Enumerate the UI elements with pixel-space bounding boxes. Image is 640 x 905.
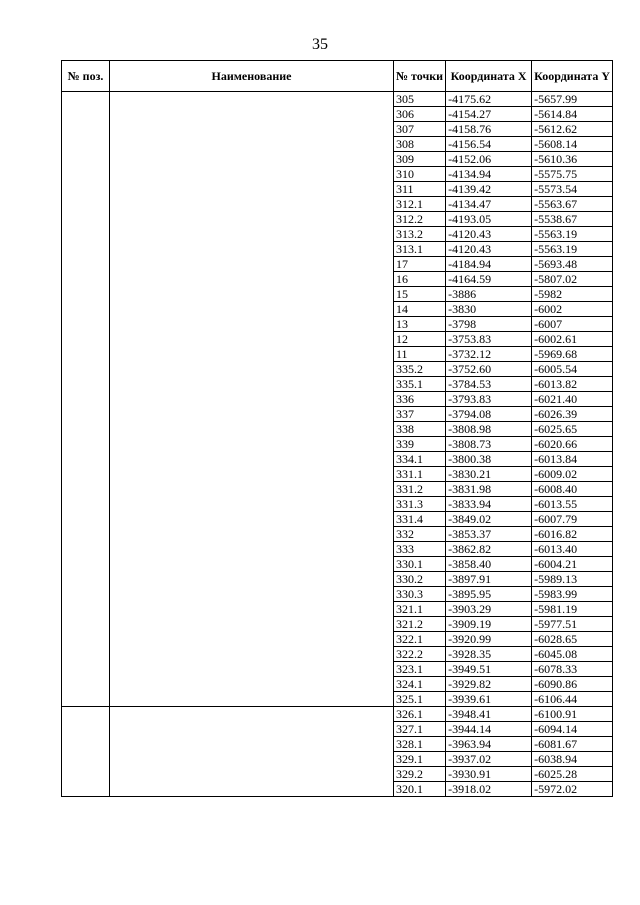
page-number: 35 xyxy=(312,36,328,53)
name-cell xyxy=(110,707,394,797)
point-number-cell: 328.1 xyxy=(394,737,446,752)
coordinate-x-cell: -3794.08 xyxy=(446,407,532,422)
coordinate-y-cell: -5573.54 xyxy=(532,182,613,197)
coordinate-x-cell: -3858.40 xyxy=(446,557,532,572)
point-number-cell: 12 xyxy=(394,332,446,347)
coordinate-y-cell: -6004.21 xyxy=(532,557,613,572)
point-number-cell: 313.2 xyxy=(394,227,446,242)
coordinate-x-cell: -4156.54 xyxy=(446,137,532,152)
coordinate-x-cell: -3937.02 xyxy=(446,752,532,767)
coordinate-x-cell: -3849.02 xyxy=(446,512,532,527)
coordinate-x-cell: -3939.61 xyxy=(446,692,532,707)
coordinate-y-cell: -5969.68 xyxy=(532,347,613,362)
coordinate-y-cell: -5807.02 xyxy=(532,272,613,287)
coordinate-y-cell: -5972.02 xyxy=(532,782,613,797)
coordinate-y-cell: -6094.14 xyxy=(532,722,613,737)
point-number-cell: 320.1 xyxy=(394,782,446,797)
point-number-cell: 334.1 xyxy=(394,452,446,467)
position-cell xyxy=(62,92,110,707)
coordinate-y-cell: -6020.66 xyxy=(532,437,613,452)
header-position: № поз. xyxy=(62,61,110,92)
name-cell xyxy=(110,92,394,707)
coordinate-x-cell: -4134.94 xyxy=(446,167,532,182)
coordinates-table xyxy=(61,60,613,797)
coordinate-y-cell: -5610.36 xyxy=(532,152,613,167)
point-number-cell: 324.1 xyxy=(394,677,446,692)
coordinate-x-cell: -3862.82 xyxy=(446,542,532,557)
coordinate-x-cell: -3918.02 xyxy=(446,782,532,797)
coordinate-x-cell: -3963.94 xyxy=(446,737,532,752)
coordinate-x-cell: -3920.99 xyxy=(446,632,532,647)
point-number-cell: 312.1 xyxy=(394,197,446,212)
coordinate-x-cell: -4193.05 xyxy=(446,212,532,227)
point-number-cell: 312.2 xyxy=(394,212,446,227)
coordinate-y-cell: -5563.19 xyxy=(532,227,613,242)
coordinate-y-cell: -6038.94 xyxy=(532,752,613,767)
point-number-cell: 337 xyxy=(394,407,446,422)
point-number-cell: 329.2 xyxy=(394,767,446,782)
coordinate-y-cell: -6016.82 xyxy=(532,527,613,542)
table-row xyxy=(62,92,613,107)
point-number-cell: 16 xyxy=(394,272,446,287)
point-number-cell: 335.1 xyxy=(394,377,446,392)
point-number-cell: 331.1 xyxy=(394,467,446,482)
coordinate-y-cell: -5608.14 xyxy=(532,137,613,152)
coordinate-x-cell: -3909.19 xyxy=(446,617,532,632)
coordinate-y-cell: -6025.28 xyxy=(532,767,613,782)
point-number-cell: 321.2 xyxy=(394,617,446,632)
coordinate-x-cell: -3903.29 xyxy=(446,602,532,617)
point-number-cell: 332 xyxy=(394,527,446,542)
point-number-cell: 308 xyxy=(394,137,446,152)
coordinate-y-cell: -5612.62 xyxy=(532,122,613,137)
coordinate-x-cell: -3830 xyxy=(446,302,532,317)
coordinate-y-cell: -5983.99 xyxy=(532,587,613,602)
coordinate-y-cell: -6009.02 xyxy=(532,467,613,482)
coordinate-y-cell: -5563.19 xyxy=(532,242,613,257)
coordinate-x-cell: -3833.94 xyxy=(446,497,532,512)
coordinate-x-cell: -3948.41 xyxy=(446,707,532,722)
point-number-cell: 15 xyxy=(394,287,446,302)
coordinate-y-cell: -6106.44 xyxy=(532,692,613,707)
coordinate-y-cell: -6007 xyxy=(532,317,613,332)
coordinate-y-cell: -6090.86 xyxy=(532,677,613,692)
coordinate-x-cell: -4184.94 xyxy=(446,257,532,272)
coordinate-x-cell: -3732.12 xyxy=(446,347,532,362)
point-number-cell: 325.1 xyxy=(394,692,446,707)
coordinate-x-cell: -3930.91 xyxy=(446,767,532,782)
coordinate-y-cell: -6013.55 xyxy=(532,497,613,512)
coordinate-x-cell: -3853.37 xyxy=(446,527,532,542)
coordinate-x-cell: -3808.98 xyxy=(446,422,532,437)
coordinate-x-cell: -4120.43 xyxy=(446,242,532,257)
coordinate-y-cell: -5575.75 xyxy=(532,167,613,182)
header-coordinate-y: Координата Y xyxy=(532,61,613,92)
coordinate-y-cell: -6045.08 xyxy=(532,647,613,662)
point-number-cell: 331.4 xyxy=(394,512,446,527)
coordinate-x-cell: -3929.82 xyxy=(446,677,532,692)
coordinate-y-cell: -5982 xyxy=(532,287,613,302)
point-number-cell: 331.2 xyxy=(394,482,446,497)
coordinate-x-cell: -3928.35 xyxy=(446,647,532,662)
point-number-cell: 338 xyxy=(394,422,446,437)
coordinate-y-cell: -6081.67 xyxy=(532,737,613,752)
coordinate-y-cell: -6002.61 xyxy=(532,332,613,347)
header-name: Наименование xyxy=(110,61,394,92)
coordinate-y-cell: -6002 xyxy=(532,302,613,317)
coordinate-y-cell: -6021.40 xyxy=(532,392,613,407)
coordinate-y-cell: -6013.40 xyxy=(532,542,613,557)
point-number-cell: 333 xyxy=(394,542,446,557)
coordinate-y-cell: -5981.19 xyxy=(532,602,613,617)
point-number-cell: 310 xyxy=(394,167,446,182)
coordinate-x-cell: -4120.43 xyxy=(446,227,532,242)
point-number-cell: 309 xyxy=(394,152,446,167)
coordinate-x-cell: -4158.76 xyxy=(446,122,532,137)
point-number-cell: 14 xyxy=(394,302,446,317)
coordinate-x-cell: -4134.47 xyxy=(446,197,532,212)
table-header-row xyxy=(62,61,613,92)
coordinate-x-cell: -3793.83 xyxy=(446,392,532,407)
coordinate-y-cell: -5693.48 xyxy=(532,257,613,272)
point-number-cell: 322.1 xyxy=(394,632,446,647)
coordinate-y-cell: -6008.40 xyxy=(532,482,613,497)
coordinate-y-cell: -5538.67 xyxy=(532,212,613,227)
point-number-cell: 327.1 xyxy=(394,722,446,737)
point-number-cell: 311 xyxy=(394,182,446,197)
coordinate-x-cell: -3944.14 xyxy=(446,722,532,737)
coordinate-y-cell: -6007.79 xyxy=(532,512,613,527)
coordinate-x-cell: -4139.42 xyxy=(446,182,532,197)
coordinate-x-cell: -3784.53 xyxy=(446,377,532,392)
coordinate-y-cell: -5657.99 xyxy=(532,92,613,107)
point-number-cell: 13 xyxy=(394,317,446,332)
coordinate-y-cell: -6013.84 xyxy=(532,452,613,467)
coordinate-y-cell: -6013.82 xyxy=(532,377,613,392)
coordinate-x-cell: -4154.27 xyxy=(446,107,532,122)
coordinate-x-cell: -3949.51 xyxy=(446,662,532,677)
point-number-cell: 330.1 xyxy=(394,557,446,572)
coordinate-x-cell: -4175.62 xyxy=(446,92,532,107)
coordinate-x-cell: -3752.60 xyxy=(446,362,532,377)
coordinate-x-cell: -3798 xyxy=(446,317,532,332)
point-number-cell: 335.2 xyxy=(394,362,446,377)
coordinate-x-cell: -3886 xyxy=(446,287,532,302)
point-number-cell: 330.3 xyxy=(394,587,446,602)
coordinate-y-cell: -6028.65 xyxy=(532,632,613,647)
coordinate-x-cell: -3808.73 xyxy=(446,437,532,452)
coordinate-x-cell: -3830.21 xyxy=(446,467,532,482)
point-number-cell: 17 xyxy=(394,257,446,272)
coordinate-y-cell: -6100.91 xyxy=(532,707,613,722)
coordinate-x-cell: -3897.91 xyxy=(446,572,532,587)
point-number-cell: 306 xyxy=(394,107,446,122)
point-number-cell: 331.3 xyxy=(394,497,446,512)
table-body xyxy=(62,92,613,797)
point-number-cell: 321.1 xyxy=(394,602,446,617)
coordinate-y-cell: -5614.84 xyxy=(532,107,613,122)
point-number-cell: 307 xyxy=(394,122,446,137)
table-row xyxy=(62,707,613,722)
coordinate-y-cell: -6026.39 xyxy=(532,407,613,422)
header-point-number: № точки xyxy=(394,61,446,92)
coordinate-y-cell: -5563.67 xyxy=(532,197,613,212)
coordinate-y-cell: -5989.13 xyxy=(532,572,613,587)
point-number-cell: 323.1 xyxy=(394,662,446,677)
point-number-cell: 339 xyxy=(394,437,446,452)
point-number-cell: 329.1 xyxy=(394,752,446,767)
coordinate-y-cell: -6025.65 xyxy=(532,422,613,437)
coordinate-x-cell: -3831.98 xyxy=(446,482,532,497)
point-number-cell: 326.1 xyxy=(394,707,446,722)
header-coordinate-x: Координата X xyxy=(446,61,532,92)
coordinate-x-cell: -3800.38 xyxy=(446,452,532,467)
coordinate-x-cell: -4164.59 xyxy=(446,272,532,287)
position-cell xyxy=(62,707,110,797)
coordinate-y-cell: -6005.54 xyxy=(532,362,613,377)
coordinate-y-cell: -6078.33 xyxy=(532,662,613,677)
coordinate-x-cell: -3895.95 xyxy=(446,587,532,602)
point-number-cell: 322.2 xyxy=(394,647,446,662)
coordinate-x-cell: -3753.83 xyxy=(446,332,532,347)
point-number-cell: 336 xyxy=(394,392,446,407)
point-number-cell: 313.1 xyxy=(394,242,446,257)
point-number-cell: 305 xyxy=(394,92,446,107)
coordinate-x-cell: -4152.06 xyxy=(446,152,532,167)
point-number-cell: 330.2 xyxy=(394,572,446,587)
point-number-cell: 11 xyxy=(394,347,446,362)
coordinate-y-cell: -5977.51 xyxy=(532,617,613,632)
